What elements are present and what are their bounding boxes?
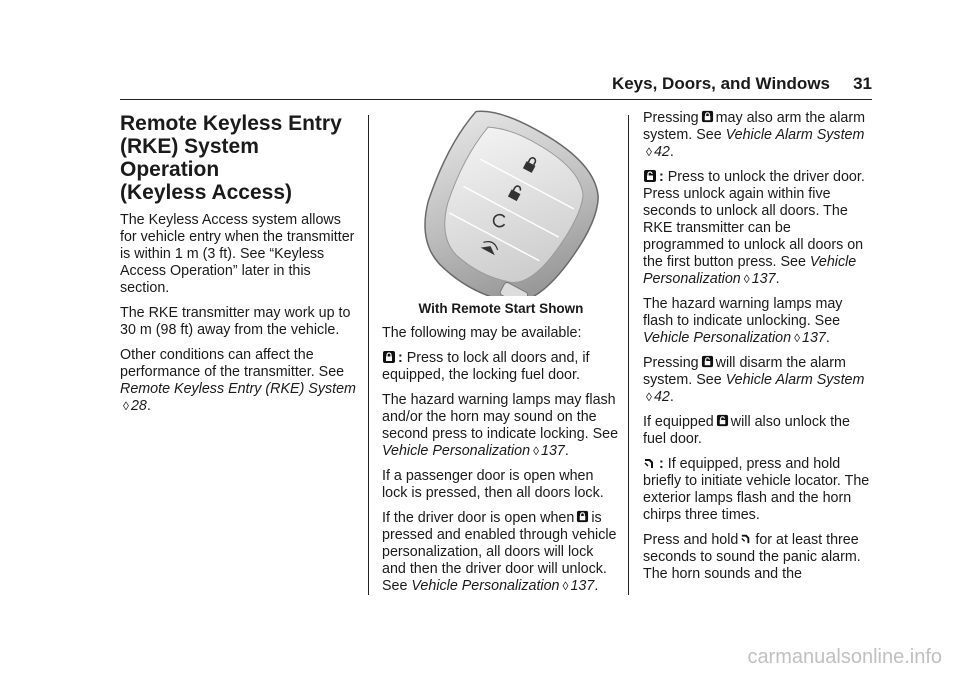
page-ref-symbol: ◊ (794, 331, 801, 345)
page-ref-number: 137 (802, 330, 826, 346)
column-3 (643, 110, 875, 591)
paragraph: If the driver door is open when is pressed and enabled through vehicle personalization, all doors will lock and then the driver door will unlock. See Vehicle Personalization ◊ 137. (382, 510, 617, 594)
locator-description: : If equipped, press and hold briefly to initiate vehicle locator. The exterior lamps flash and the horn chirps three times. (643, 456, 870, 523)
column-divider (628, 115, 629, 595)
unlock-icon (643, 169, 657, 183)
paragraph: The hazard warning lamps may flash to indicate unlocking. See Vehicle Personalization ◊ 137. (643, 296, 843, 346)
page-ref-number: 137 (570, 578, 595, 594)
paragraph: Pressing will disarm the alarm system. See Vehicle Alarm System◊ 42. (643, 355, 865, 405)
lock-icon (382, 350, 396, 364)
lock-icon (701, 110, 714, 123)
paragraph: If a passenger door is open when lock is pressed, then all doors lock. (382, 468, 604, 501)
paragraph: The hazard warning lamps may flash and/or the horn may sound on the second press to indicate locking. See Vehicle Personalization ◊ 137. (382, 392, 619, 459)
paragraph: If equipped will also unlock the fuel door. (643, 414, 850, 447)
cross-reference-link[interactable]: Vehicle Personalization (643, 254, 857, 287)
page-ref-number: 137 (541, 443, 565, 459)
page-header (0, 0, 960, 110)
paragraph: The Keyless Access system allows for vehicle entry when the transmitter is within 1 m (3 ft). See “Keyless Access Operation” later in this section. (120, 212, 355, 296)
header-title: Keys, Doors, and Windows (611, 74, 830, 93)
column-divider (368, 115, 369, 595)
page-ref-symbol: ◊ (562, 579, 569, 593)
section-title: Remote Keyless Entry (RKE) System Operation (Keyless Access) (120, 112, 342, 204)
vehicle-locator-icon (740, 532, 753, 545)
unlock-icon (701, 355, 714, 368)
paragraph: Pressing may also arm the alarm system. See Vehicle Alarm System◊ 42. (643, 110, 865, 160)
cross-reference-link[interactable]: Vehicle Personalization (411, 578, 560, 594)
page-ref-symbol: ◊ (743, 272, 750, 286)
column-1 (120, 110, 356, 423)
page-ref-symbol: ◊ (123, 399, 129, 413)
watermark: carmanualsonline.info (747, 646, 942, 668)
page-number: 31 (853, 74, 872, 93)
page-ref-symbol: ◊ (646, 390, 652, 404)
cross-reference-link[interactable]: Vehicle Alarm System (725, 127, 865, 143)
page-ref-number: 137 (751, 271, 776, 287)
unlock-icon (716, 414, 729, 427)
column-2 (382, 110, 620, 603)
paragraph: The following may be available: (382, 325, 582, 341)
key-fob-image (382, 110, 620, 296)
paragraph: Other conditions can affect the performance of the transmitter. See Remote Keyless Entry (RKE) System◊ 28. (120, 347, 356, 414)
cross-reference-link[interactable]: Vehicle Personalization (643, 330, 792, 346)
cross-reference-link[interactable]: Remote Keyless Entry (RKE) System (120, 381, 356, 397)
unlock-description: : Press to unlock the driver door. Press unlock again within five seconds to unlock all doors. The RKE transmitter can be programmed to unlock all doors on the first button press. See Vehicle Personalization ◊ 137. (643, 169, 865, 287)
paragraph: The RKE transmitter may work up to 30 m (98 ft) away from the vehicle. (120, 305, 351, 338)
vehicle-locator-icon (643, 456, 657, 470)
page-ref-symbol: ◊ (533, 444, 540, 458)
page-ref-number: 28 (130, 398, 147, 414)
lock-description: : Press to lock all doors and, if equipped, the locking fuel door. (382, 350, 590, 383)
cross-reference-link[interactable]: Vehicle Personalization (382, 443, 531, 459)
cross-reference-link[interactable]: Vehicle Alarm System (725, 372, 865, 388)
figure-caption: With Remote Start Shown (418, 301, 584, 316)
lock-icon (576, 510, 589, 523)
page-ref-number: 42 (653, 389, 670, 405)
paragraph: Press and hold for at least three seconds to sound the panic alarm. The horn sounds and the (643, 532, 861, 582)
page-ref-symbol: ◊ (646, 145, 652, 159)
page-ref-number: 42 (653, 144, 670, 160)
header-rule (120, 99, 872, 100)
